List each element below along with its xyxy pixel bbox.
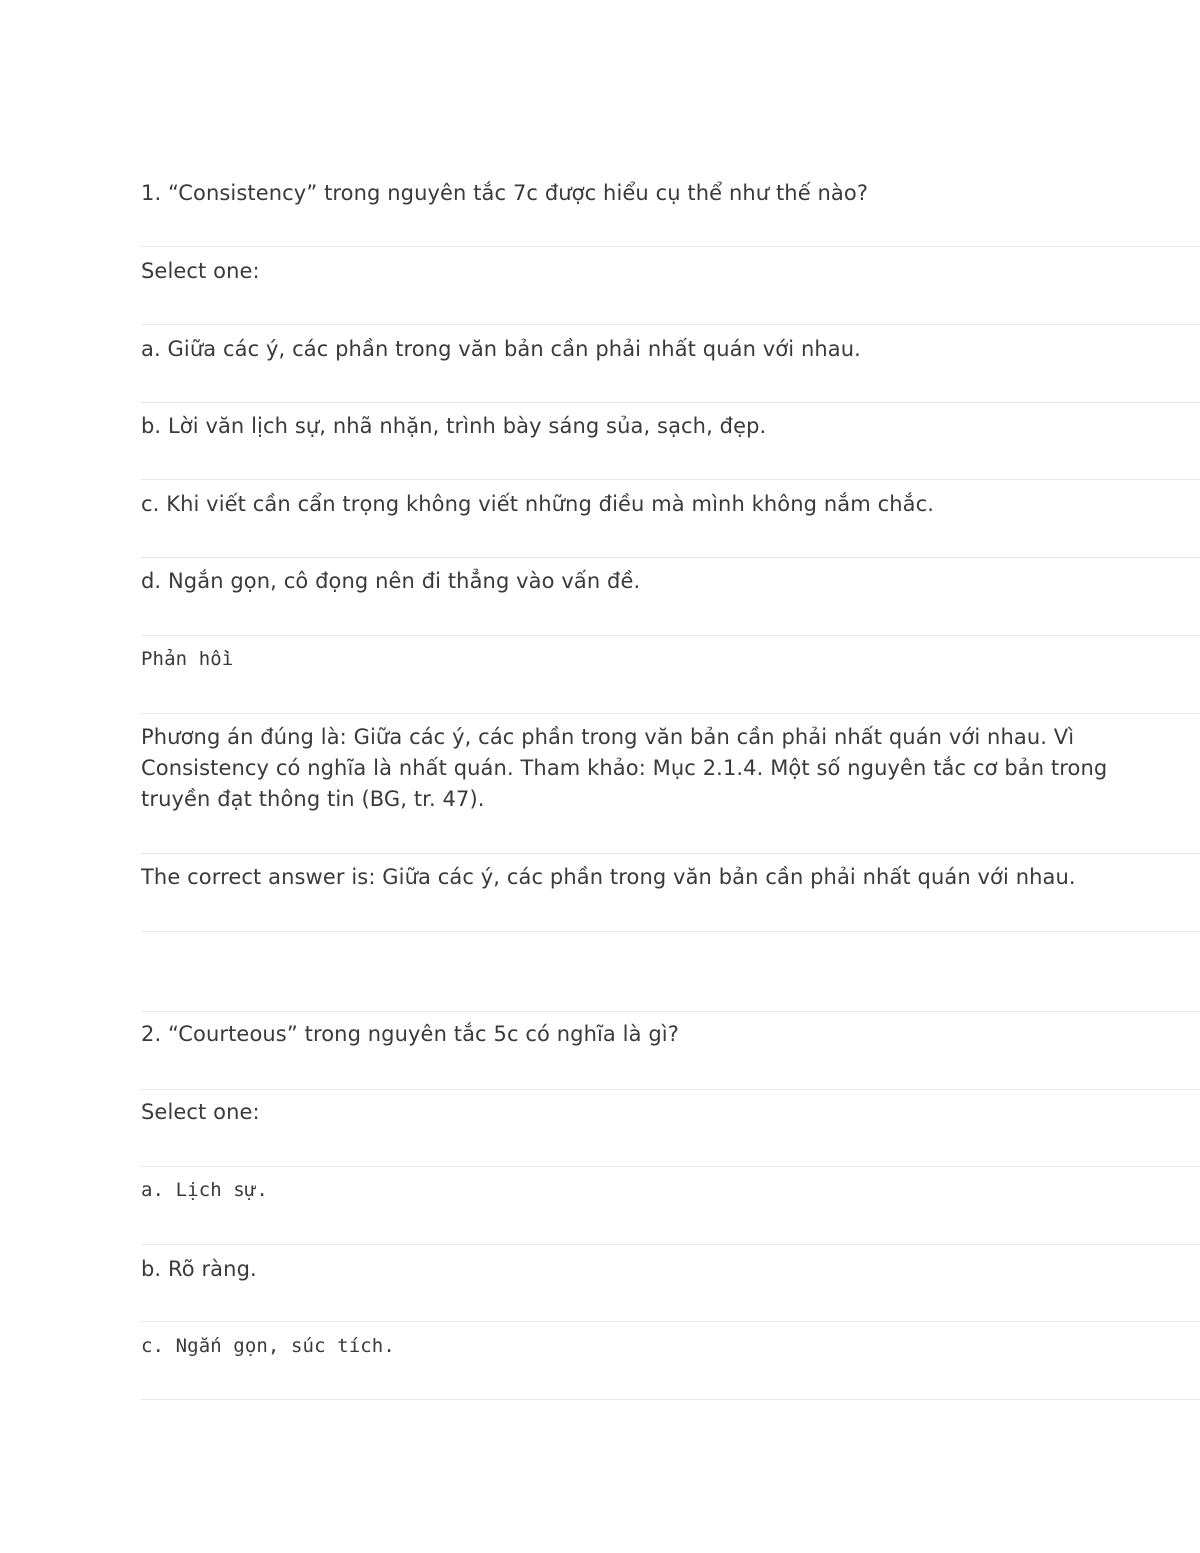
question-1-feedback-text: Phương án đúng là: Giữa các ý, các phần trong văn bản cần phải nhất quán với nhau. Vì Consistency có nghĩa là nhất quán. Tham khảo: Mục 2.1.4. Một số nguyên tắc cơ bản trong truyền đạt thông tin (BG, tr. 47). (141, 725, 1108, 811)
question-2-option-a[interactable]: a. Lịch sự. (141, 1179, 268, 1201)
divider (141, 853, 1200, 854)
question-1-option-d[interactable]: d. Ngắn gọn, cô đọng nên đi thẳng vào vấn đề. (141, 569, 641, 593)
divider (141, 402, 1200, 403)
divider (141, 1089, 1200, 1090)
divider (141, 635, 1200, 636)
divider (141, 324, 1200, 325)
question-2-select-label: Select one: (141, 1100, 260, 1124)
divider (141, 1244, 1200, 1245)
question-1-select-label: Select one: (141, 259, 260, 283)
question-1-correct-answer: The correct answer is: Giữa các ý, các phần trong văn bản cần phải nhất quán với nhau. (141, 865, 1076, 889)
divider (141, 1011, 1200, 1012)
question-1-text: 1. “Consistency” trong nguyên tắc 7c được hiểu cụ thể như thế nào? (141, 181, 869, 205)
divider (141, 713, 1200, 714)
question-1-feedback-label: Phản hồi (141, 648, 234, 670)
divider (141, 931, 1200, 932)
question-2-option-c[interactable]: c. Ngắn gọn, súc tích. (141, 1335, 395, 1357)
question-2-option-b[interactable]: b. Rõ ràng. (141, 1257, 257, 1281)
divider (141, 1399, 1200, 1400)
divider (141, 557, 1200, 558)
question-2-text: 2. “Courteous” trong nguyên tắc 5c có nghĩa là gì? (141, 1022, 679, 1046)
divider (141, 1321, 1200, 1322)
divider (141, 246, 1200, 247)
divider (141, 1166, 1200, 1167)
divider (141, 479, 1200, 480)
question-1-option-c[interactable]: c. Khi viết cần cẩn trọng không viết những điều mà mình không nắm chắc. (141, 492, 935, 516)
question-1-option-b[interactable]: b. Lời văn lịch sự, nhã nhặn, trình bày sáng sủa, sạch, đẹp. (141, 414, 767, 438)
question-1-option-a[interactable]: a. Giữa các ý, các phần trong văn bản cần phải nhất quán với nhau. (141, 337, 861, 361)
